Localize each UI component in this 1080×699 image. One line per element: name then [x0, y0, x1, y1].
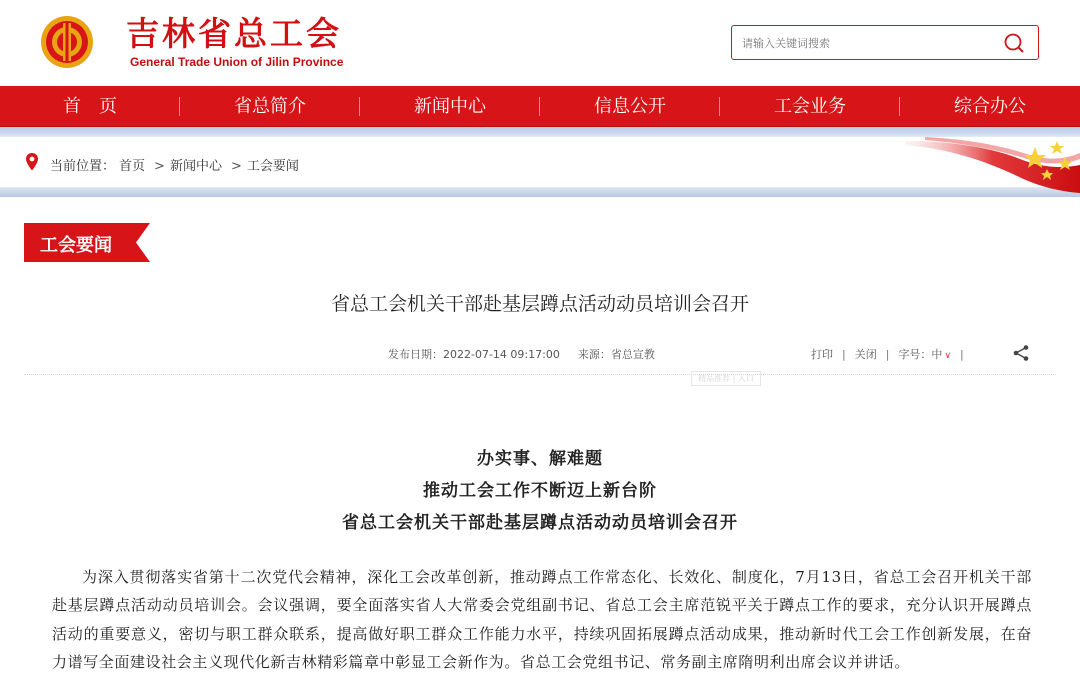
nav-item-info[interactable]: 信息公开 [594, 96, 666, 117]
nav-item-about[interactable]: 省总简介 [234, 96, 306, 117]
nav-item-business[interactable]: 工会业务 [774, 96, 846, 117]
font-size-label: 字号：中 [898, 348, 943, 361]
breadcrumb-current[interactable]: 工会要闻 [246, 159, 299, 174]
red-flag-stars-decoration [905, 135, 1080, 193]
article-subtitle-3: 省总工会机关干部赴基层蹲点活动动员培训会召开 [342, 513, 738, 533]
chevron-down-icon: ∨ [944, 351, 952, 361]
watermark-badge: 精品推荐 | 入口 [691, 371, 761, 386]
search-input[interactable] [742, 33, 992, 53]
meta-divider [24, 374, 1056, 375]
publish-date: 发布日期：2022-07-14 09:17:00 [388, 348, 560, 361]
search-box [731, 25, 1039, 60]
location-pin-icon [25, 153, 39, 171]
breadcrumb-separator: > [230, 159, 242, 174]
article-subtitle-1: 办实事、解难题 [477, 449, 603, 469]
site-name-en: General Trade Union of Jilin Province [130, 55, 344, 69]
nav-item-office[interactable]: 综合办公 [954, 96, 1026, 117]
article-source: 来源：省总宣教 [577, 348, 655, 361]
article-tools: 打印 | 关闭 | 字号：中 ∨ | [811, 348, 964, 361]
share-icon[interactable] [1012, 344, 1030, 362]
article-title: 省总工会机关干部赴基层蹲点活动动员培训会召开 [330, 293, 749, 315]
trade-union-logo-icon[interactable] [40, 15, 94, 69]
print-button[interactable]: 打印 [811, 348, 833, 361]
breadcrumb-home[interactable]: 首页 [119, 159, 146, 174]
nav-item-home[interactable]: 首 页 [63, 96, 117, 117]
nav-item-news[interactable]: 新闻中心 [414, 96, 486, 117]
main-nav [0, 86, 1080, 127]
search-icon[interactable] [1002, 31, 1026, 55]
article-paragraph: 为深入贯彻落实省第十二次党代会精神，深化工会改革创新，推动蹲点工作常态化、长效化、制度化，7月13日，省总工会召开机关干部赴基层蹲点活动动员培训会。会议强调，要全面落实省人大常委会党组副书记、省总工会主席范锐平关于蹲点工作的要求，充分认识开展蹲点活动的重要意义，密切与职工群众联系，提高做好职工群众工作能力水平，持续巩固拓展蹲点活动成果，推动新时代工会工作创新发展，在奋力谱写全面建设社会主义现代化新吉林精彩篇章中彰显工会新作为。省总工会党组书记、常务副主席隋明利出席会议并讲话。 [52, 568, 1032, 671]
breadcrumb [50, 155, 303, 174]
breadcrumb-prefix: 当前位置： [50, 159, 116, 174]
article-subtitle-2: 推动工会工作不断迈上新台阶 [423, 481, 657, 501]
site-header [0, 0, 1080, 86]
breadcrumb-news[interactable]: 新闻中心 [169, 159, 222, 174]
breadcrumb-separator: > [154, 159, 165, 174]
section-tag-label: 工会要闻 [40, 235, 112, 256]
article-meta [388, 346, 655, 362]
close-button[interactable]: 关闭 [854, 348, 877, 361]
site-name-cn[interactable]: 吉林省总工会 [126, 14, 342, 53]
font-size-select[interactable] [898, 348, 951, 361]
